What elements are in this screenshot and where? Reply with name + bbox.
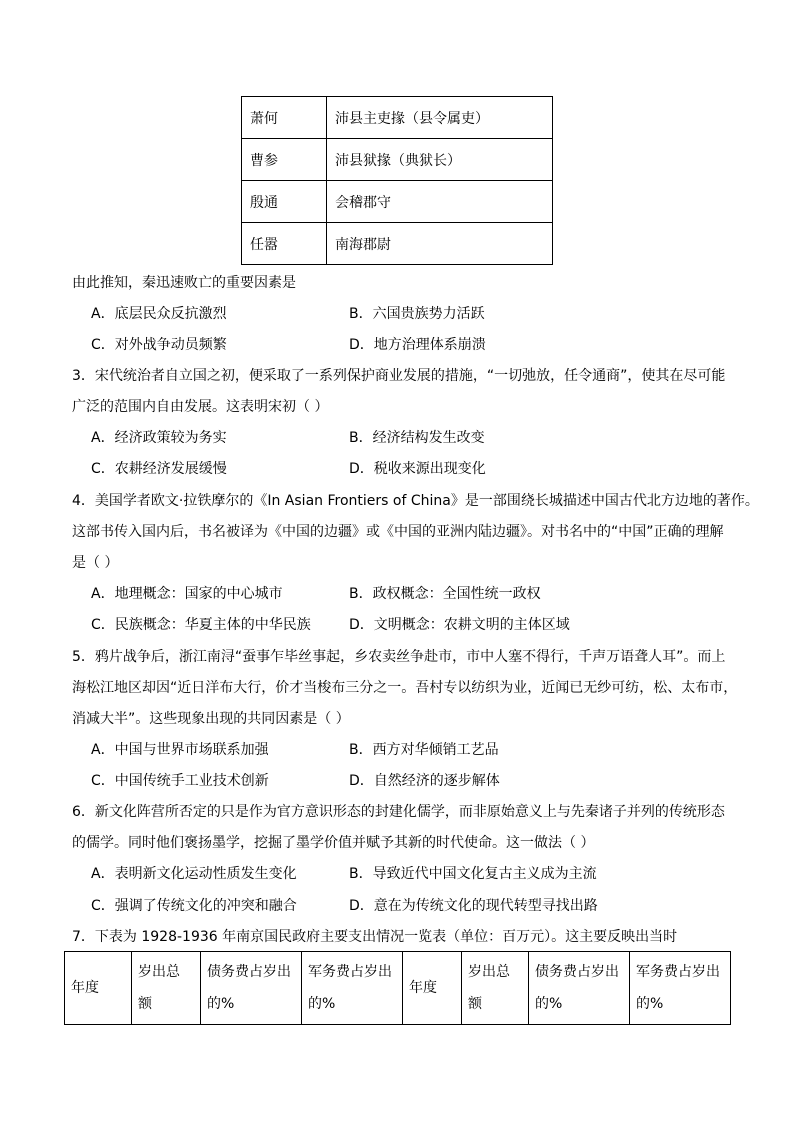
official-post: 沛县狱掾（典狱长） — [327, 139, 553, 181]
q7-stem: 7．下表为 1928-1936 年南京国民政府主要支出情况一览表（单位：百万元）。这主要反映出当时 — [72, 929, 678, 945]
q2-option-a: A．底层民众反抗激烈 — [91, 306, 227, 322]
official-name: 殷通 — [242, 181, 327, 223]
official-post: 会稽郡守 — [327, 181, 553, 223]
q3-option-a: A．经济政策较为务实 — [91, 430, 227, 446]
q4-stem-line3: 是（ ） — [72, 555, 119, 571]
q2-option-d: D．地方治理体系崩溃 — [349, 337, 486, 353]
header-total-expenditure: 岁出总 额 — [462, 952, 529, 1025]
header-debt-percent: 债务费占岁出 的% — [201, 952, 302, 1025]
q3-option-b: B．经济结构发生改变 — [349, 430, 485, 446]
q3-option-d: D．税收来源出现变化 — [349, 461, 486, 477]
official-name: 曹参 — [242, 139, 327, 181]
q3-stem-line2: 广泛的范围内自由发展。这表明宋初（ ） — [72, 399, 329, 415]
q5-stem-line1: 5．鸦片战争后，浙江南浔“蚕事乍毕丝事起，乡农卖丝争赴市，市中人塞不得行，千声万语聋人耳”。而上 — [72, 649, 726, 665]
official-post: 沛县主吏掾（县令属吏） — [327, 97, 553, 139]
q4-stem-line1: 4．美国学者欧文·拉铁摩尔的《In Asian Frontiers of China》是一部围绕长城描述中国古代北方边地的著作。 — [72, 493, 759, 509]
q4-option-a: A．地理概念：国家的中心城市 — [91, 586, 283, 602]
q4-option-c: C．民族概念：华夏主体的中华民族 — [91, 617, 311, 633]
q5-option-d: D．自然经济的逐步解体 — [349, 773, 500, 789]
table-row — [242, 97, 553, 139]
official-post: 南海郡尉 — [327, 223, 553, 265]
q2-option-b: B．六国贵族势力活跃 — [349, 306, 485, 322]
q6-stem-line2: 的儒学。同时他们褒扬墨学，挖掘了墨学价值并赋予其新的时代使命。这一做法（ ） — [72, 835, 595, 851]
q2-stem: 由此推知，秦迅速败亡的重要因素是 — [72, 275, 296, 291]
official-name: 萧何 — [242, 97, 327, 139]
q6-option-c: C．强调了传统文化的冲突和融合 — [91, 898, 297, 914]
q3-stem-line1: 3．宋代统治者自立国之初，便采取了一系列保护商业发展的措施，“一切弛放，任令通商”，使其在尽可能 — [72, 368, 726, 384]
q2-option-c: C．对外战争动员频繁 — [91, 337, 227, 353]
q4-stem-line2: 这部书传入国内后，书名被译为《中国的边疆》或《中国的亚洲内陆边疆》。对书名中的“中国”正确的理解 — [72, 524, 724, 540]
header-military-percent: 军务费占岁出 的% — [302, 952, 403, 1025]
table-header-row — [65, 952, 731, 1025]
header-debt-percent: 债务费占岁出 的% — [529, 952, 630, 1025]
q5-stem-line2: 海松江地区却因“近日洋布大行，价才当梭布三分之一。吾村专以纺织为业，近闻已无纱可纺，松、太布市， — [72, 680, 738, 696]
header-year: 年度 — [403, 952, 462, 1025]
header-military-percent: 军务费占岁出 的% — [630, 952, 731, 1025]
expense-table — [64, 951, 731, 1025]
q6-option-d: D．意在为传统文化的现代转型寻找出路 — [349, 898, 598, 914]
official-name: 任嚣 — [242, 223, 327, 265]
q5-stem-line3: 消减大半”。这些现象出现的共同因素是（ ） — [72, 711, 350, 727]
q6-stem-line1: 6．新文化阵营所否定的只是作为官方意识形态的封建化儒学，而非原始意义上与先秦诸子并列的传统形态 — [72, 804, 725, 820]
table-row — [242, 139, 553, 181]
officials-table — [241, 96, 553, 265]
q5-option-b: B．西方对华倾销工艺品 — [349, 742, 499, 758]
q3-option-c: C．农耕经济发展缓慢 — [91, 461, 227, 477]
header-total-expenditure: 岁出总 额 — [132, 952, 201, 1025]
q4-option-b: B．政权概念：全国性统一政权 — [349, 586, 541, 602]
q5-option-c: C．中国传统手工业技术创新 — [91, 773, 269, 789]
q6-option-a: A．表明新文化运动性质发生变化 — [91, 866, 297, 882]
q4-option-d: D．文明概念：农耕文明的主体区域 — [349, 617, 570, 633]
q5-option-a: A．中国与世界市场联系加强 — [91, 742, 269, 758]
q6-option-b: B．导致近代中国文化复古主义成为主流 — [349, 866, 597, 882]
table-row — [242, 181, 553, 223]
table-row — [242, 223, 553, 265]
header-year: 年度 — [65, 952, 132, 1025]
